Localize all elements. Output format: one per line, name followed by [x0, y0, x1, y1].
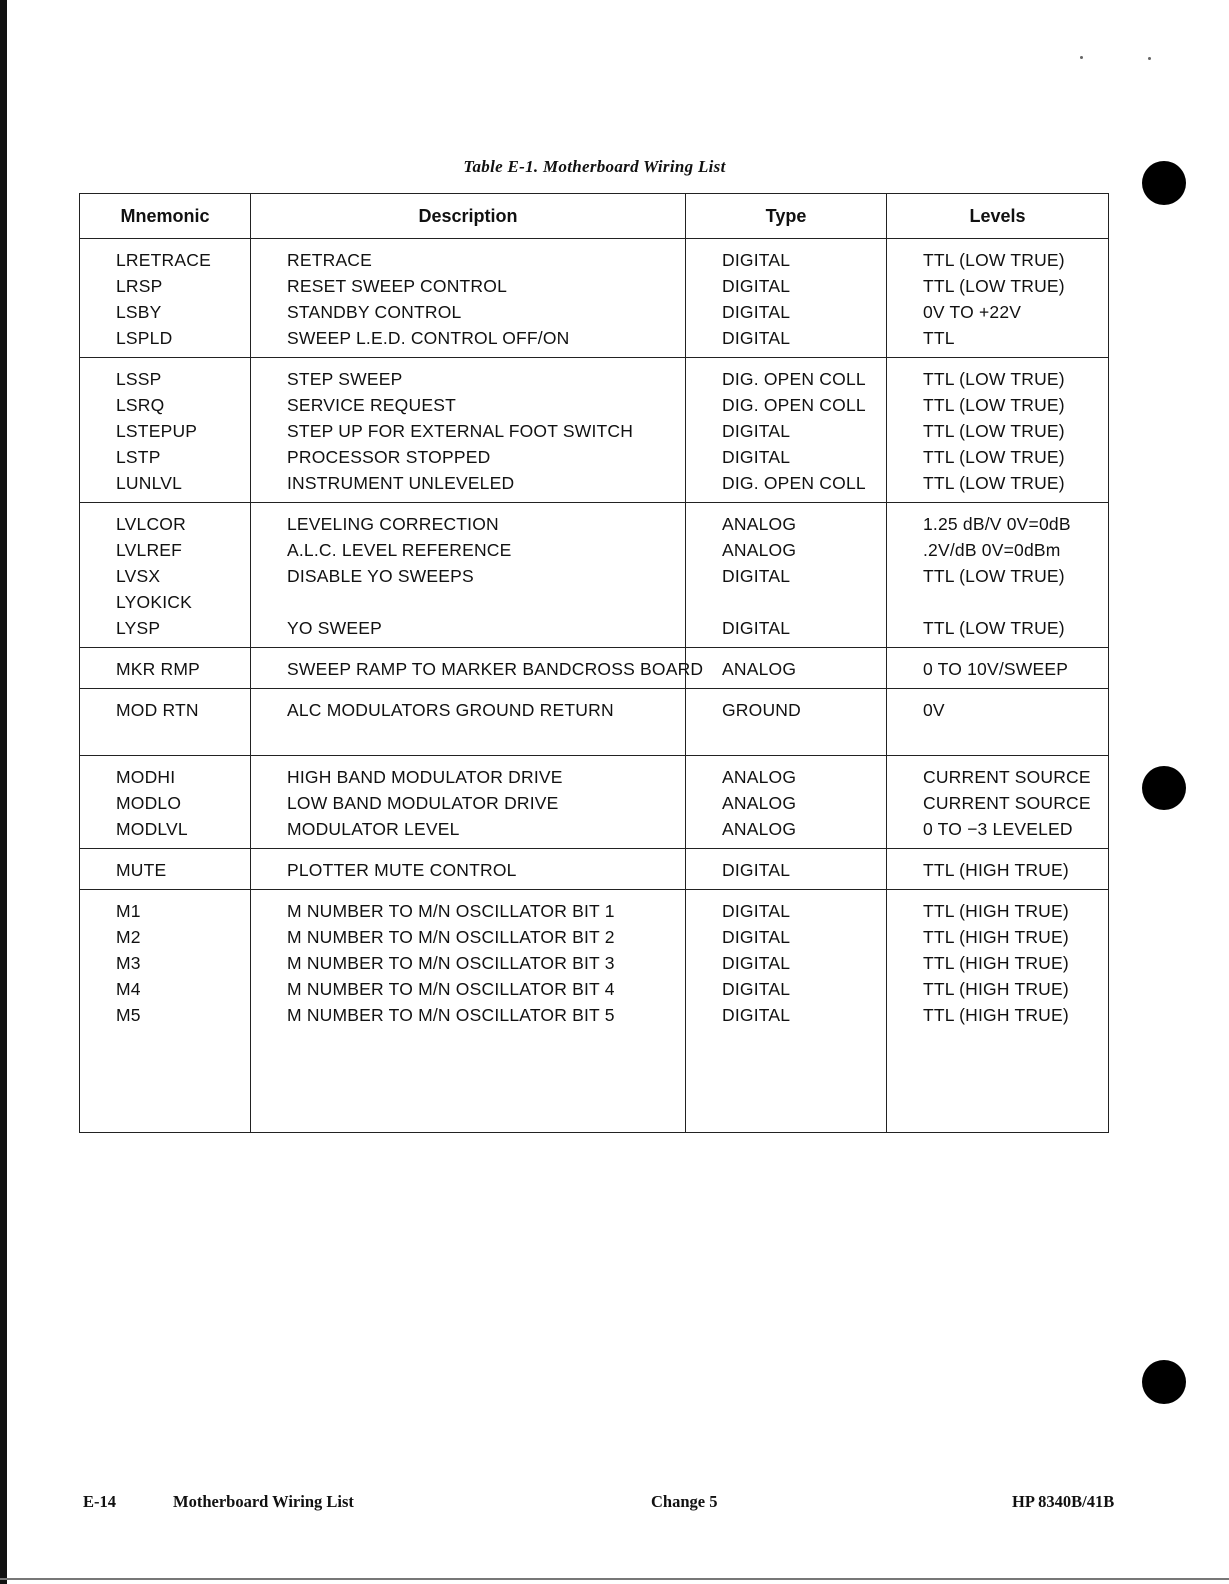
cell-description	[251, 756, 686, 849]
levels-line: 0 TO −3 LEVELED	[923, 819, 1073, 839]
cell-mnemonic	[80, 849, 251, 890]
levels-line: TTL (LOW TRUE)	[923, 473, 1065, 493]
type-line: ANALOG	[722, 540, 797, 560]
levels-line: CURRENT SOURCE	[923, 767, 1091, 787]
mnemonic-line: MODHI	[116, 767, 176, 787]
table-caption: Table E-1. Motherboard Wiring List	[463, 157, 726, 176]
levels-line: TTL (HIGH TRUE)	[923, 927, 1069, 947]
table-row	[80, 503, 1109, 648]
cell-description	[251, 648, 704, 689]
description-line: RESET SWEEP CONTROL	[287, 276, 508, 296]
description-line: MODULATOR LEVEL	[287, 819, 460, 839]
cell-type	[686, 239, 887, 358]
type-line: ANALOG	[722, 767, 797, 787]
header-mnemonic: Mnemonic	[80, 194, 251, 239]
footer-page-number: E-14	[83, 1492, 116, 1511]
levels-line: TTL (LOW TRUE)	[923, 276, 1065, 296]
description-line: LEVELING CORRECTION	[287, 514, 499, 534]
levels-line: TTL (LOW TRUE)	[923, 395, 1065, 415]
type-line: ANALOG	[722, 659, 797, 679]
cell-levels	[887, 503, 1109, 648]
levels-line: TTL (HIGH TRUE)	[923, 901, 1069, 921]
description-line: PLOTTER MUTE CONTROL	[287, 860, 517, 880]
mnemonic-line: LVSX	[116, 566, 161, 586]
type-line: DIGITAL	[722, 618, 791, 638]
cell-type	[686, 648, 887, 689]
cell-levels	[887, 358, 1109, 503]
type-line: DIG. OPEN COLL	[722, 369, 866, 389]
cell-levels	[887, 239, 1109, 358]
header-description: Description	[251, 194, 686, 239]
type-line: ANALOG	[722, 819, 797, 839]
mnemonic-line: LSRQ	[116, 395, 165, 415]
cell-type	[686, 849, 887, 890]
mnemonic-line: M1	[116, 901, 141, 921]
levels-line: TTL (HIGH TRUE)	[923, 979, 1069, 999]
mnemonic-line: LYOKICK	[116, 592, 192, 612]
table-row	[80, 689, 1109, 756]
cell-mnemonic	[80, 358, 251, 503]
cell-levels	[887, 689, 1109, 756]
cell-levels	[887, 648, 1109, 689]
mnemonic-line: M3	[116, 953, 141, 973]
levels-line: TTL	[923, 328, 955, 348]
table-header-row	[80, 194, 1109, 239]
description-line: INSTRUMENT UNLEVELED	[287, 473, 515, 493]
cell-type	[686, 756, 887, 849]
description-line: STEP UP FOR EXTERNAL FOOT SWITCH	[287, 421, 634, 441]
levels-line: 0V TO +22V	[923, 302, 1022, 322]
mnemonic-line: LVLREF	[116, 540, 183, 560]
mnemonic-line: MODLO	[116, 793, 182, 813]
cell-description	[251, 849, 686, 890]
levels-line: TTL (HIGH TRUE)	[923, 953, 1069, 973]
mnemonic-line: MOD RTN	[116, 700, 199, 720]
cell-type	[686, 358, 887, 503]
mnemonic-line: MUTE	[116, 860, 167, 880]
cell-type	[686, 689, 887, 756]
footer-change: Change 5	[651, 1492, 718, 1511]
cell-description	[251, 689, 686, 756]
table-row	[80, 239, 1109, 358]
description-line: A.L.C. LEVEL REFERENCE	[287, 540, 512, 560]
description-line: ALC MODULATORS GROUND RETURN	[287, 700, 614, 720]
footer-section-title: Motherboard Wiring List	[173, 1492, 354, 1511]
type-line: GROUND	[722, 700, 801, 720]
mnemonic-line: LYSP	[116, 618, 161, 638]
description-line: HIGH BAND MODULATOR DRIVE	[287, 767, 563, 787]
type-line: DIGITAL	[722, 421, 791, 441]
mnemonic-line: MODLVL	[116, 819, 188, 839]
description-line: M NUMBER TO M/N OSCILLATOR BIT 3	[287, 953, 615, 973]
description-line: LOW BAND MODULATOR DRIVE	[287, 793, 559, 813]
description-line: M NUMBER TO M/N OSCILLATOR BIT 5	[287, 1005, 615, 1025]
levels-line: TTL (LOW TRUE)	[923, 250, 1065, 270]
type-line: DIGITAL	[722, 566, 791, 586]
mnemonic-line: LSTEPUP	[116, 421, 198, 441]
page-edge-bar	[0, 0, 7, 1584]
table-row	[80, 890, 1109, 1133]
cell-levels	[887, 756, 1109, 849]
description-line: SWEEP RAMP TO MARKER BANDCROSS BOARD	[287, 659, 704, 679]
type-line: DIG. OPEN COLL	[722, 395, 866, 415]
description-line: RETRACE	[287, 250, 373, 270]
type-line: DIGITAL	[722, 447, 791, 467]
type-line: DIGITAL	[722, 276, 791, 296]
mnemonic-line: LRETRACE	[116, 250, 211, 270]
scan-speck	[1080, 56, 1083, 59]
type-line	[722, 589, 886, 615]
type-line: DIGITAL	[722, 953, 791, 973]
levels-line: TTL (LOW TRUE)	[923, 618, 1065, 638]
cell-mnemonic	[80, 756, 251, 849]
levels-line: TTL (HIGH TRUE)	[923, 860, 1069, 880]
cell-levels	[887, 890, 1109, 1133]
description-line: SERVICE REQUEST	[287, 395, 456, 415]
type-line: DIGITAL	[722, 250, 791, 270]
mnemonic-line: M5	[116, 1005, 141, 1025]
cell-description	[251, 239, 686, 358]
mnemonic-line: LRSP	[116, 276, 163, 296]
description-line: M NUMBER TO M/N OSCILLATOR BIT 2	[287, 927, 615, 947]
mnemonic-line: M4	[116, 979, 141, 999]
scan-speck	[1148, 57, 1151, 60]
description-line: M NUMBER TO M/N OSCILLATOR BIT 1	[287, 901, 615, 921]
cell-type	[686, 890, 887, 1133]
description-line: YO SWEEP	[287, 618, 382, 638]
cell-mnemonic	[80, 689, 251, 756]
type-line: DIGITAL	[722, 979, 791, 999]
description-line: DISABLE YO SWEEPS	[287, 566, 474, 586]
cell-description	[251, 358, 686, 503]
levels-line: 0 TO 10V/SWEEP	[923, 659, 1069, 679]
type-line: DIGITAL	[722, 860, 791, 880]
cell-mnemonic	[80, 503, 251, 648]
type-line: DIGITAL	[722, 302, 791, 322]
levels-line: TTL (LOW TRUE)	[923, 447, 1065, 467]
levels-line: 0V	[923, 700, 945, 720]
cell-description	[251, 503, 686, 648]
table-row	[80, 756, 1109, 849]
header-type: Type	[686, 194, 887, 239]
type-line: DIGITAL	[722, 927, 791, 947]
description-line: SWEEP L.E.D. CONTROL OFF/ON	[287, 328, 570, 348]
mnemonic-line: LSBY	[116, 302, 162, 322]
table-body	[80, 239, 1109, 1133]
levels-line: CURRENT SOURCE	[923, 793, 1091, 813]
punch-hole	[1142, 1360, 1186, 1404]
mnemonic-line: LUNLVL	[116, 473, 183, 493]
levels-line: 1.25 dB/V 0V=0dB	[923, 514, 1071, 534]
description-line: STANDBY CONTROL	[287, 302, 462, 322]
type-line: DIGITAL	[722, 328, 791, 348]
table-row	[80, 648, 1109, 689]
mnemonic-line: LSTP	[116, 447, 161, 467]
mnemonic-line: LSSP	[116, 369, 162, 389]
cell-mnemonic	[80, 890, 251, 1133]
description-line: PROCESSOR STOPPED	[287, 447, 491, 467]
type-line: DIG. OPEN COLL	[722, 473, 866, 493]
cell-mnemonic	[80, 239, 251, 358]
footer-model: HP 8340B/41B	[1012, 1492, 1115, 1511]
mnemonic-line: LSPLD	[116, 328, 173, 348]
description-line	[287, 589, 685, 615]
levels-line: .2V/dB 0V=0dBm	[923, 540, 1061, 560]
header-levels: Levels	[887, 194, 1109, 239]
mnemonic-line: MKR RMP	[116, 659, 201, 679]
levels-line	[923, 589, 1108, 615]
cell-mnemonic	[80, 648, 251, 689]
description-line: M NUMBER TO M/N OSCILLATOR BIT 4	[287, 979, 615, 999]
type-line: DIGITAL	[722, 1005, 791, 1025]
description-line: STEP SWEEP	[287, 369, 403, 389]
punch-hole	[1142, 766, 1186, 810]
cell-description	[251, 890, 686, 1133]
type-line: DIGITAL	[722, 901, 791, 921]
cell-type	[686, 503, 887, 648]
type-line: ANALOG	[722, 514, 797, 534]
bottom-rule	[0, 1578, 1229, 1580]
mnemonic-line: M2	[116, 927, 141, 947]
levels-line: TTL (LOW TRUE)	[923, 566, 1065, 586]
cell-levels	[887, 849, 1109, 890]
levels-line: TTL (LOW TRUE)	[923, 369, 1065, 389]
table-row	[80, 849, 1109, 890]
type-line: ANALOG	[722, 793, 797, 813]
mnemonic-line: LVLCOR	[116, 514, 186, 534]
wiring-table	[79, 193, 1109, 1133]
levels-line: TTL (HIGH TRUE)	[923, 1005, 1069, 1025]
table-row	[80, 358, 1109, 503]
levels-line: TTL (LOW TRUE)	[923, 421, 1065, 441]
